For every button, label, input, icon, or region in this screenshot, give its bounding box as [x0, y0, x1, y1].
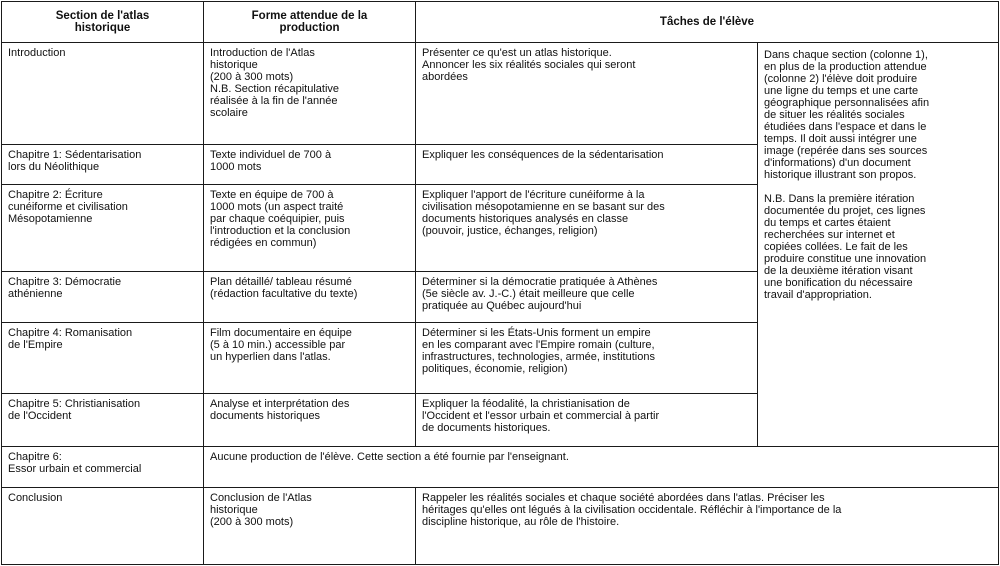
forme-cell: Texte individuel de 700 à 1000 mots [204, 145, 416, 185]
section-cell: Introduction [2, 43, 204, 145]
section-cell: Chapitre 5: Christianisation de l'Occident [2, 394, 204, 447]
taches-cell: Rappeler les réalités sociales et chaque société abordées dans l'atlas. Préciser les héritages qu'elles ont légués à la civilisation occidentale. Réfléchir à l'importance de la discipline historique, au rôle de l'histoire. [416, 488, 999, 565]
side-note [758, 43, 999, 447]
forme-cell: Plan détaillé/ tableau résumé (rédaction facultative du texte) [204, 272, 416, 323]
section-cell: Conclusion [2, 488, 204, 565]
section-cell: Chapitre 4: Romanisation de l'Empire [2, 323, 204, 394]
table-row [2, 447, 999, 488]
taches-cell: Déterminer si les États-Unis forment un empire en les comparant avec l'Empire romain (culture, infrastructures, technologies, armée, institutions politiques, économie, religion) [416, 323, 758, 394]
side-note-paragraph-1: Dans chaque section (colonne 1), en plus de la production attendue (colonne 2) l'élève doit produire une ligne du temps et une carte géographique personnalisées afin de situer les réalités sociales étudiées dans l'espace et dans le temps. Il doit aussi intégrer une image (repérée dans ses sources d'informations) d'un document historique illustrant son propos. [764, 49, 930, 181]
section-cell: Chapitre 6: Essor urbain et commercial [2, 447, 204, 488]
forme-cell: Texte en équipe de 700 à 1000 mots (un aspect traité par chaque coéquipier, puis l'introduction et la conclusion rédigées en commun) [204, 185, 416, 272]
taches-cell: Expliquer l'apport de l'écriture cunéiforme à la civilisation mésopotamienne en se basant sur des documents historiques analysés en classe (pouvoir, justice, échanges, religion) [416, 185, 758, 272]
atlas-sections-table [1, 1, 999, 565]
table-row [2, 488, 999, 565]
header-forme: Forme attendue de la production [204, 2, 416, 43]
side-note-paragraph-2: N.B. Dans la première itération documentée du projet, ces lignes du temps et cartes étaient recherchées sur internet et copiées collées. Le fait de les produire constitue une innovation de la deuxième itération visant une bonification du nécessaire travail d'appropriation. [764, 193, 927, 301]
forme-cell: Analyse et interprétation des documents historiques [204, 394, 416, 447]
taches-cell: Expliquer la féodalité, la christianisation de l'Occident et l'essor urbain et commercial à partir de documents historiques. [416, 394, 758, 447]
table-row [2, 43, 999, 145]
section-cell: Chapitre 2: Écriture cunéiforme et civilisation Mésopotamienne [2, 185, 204, 272]
forme-cell: Conclusion de l'Atlas historique (200 à 300 mots) [204, 488, 416, 565]
forme-cell: Film documentaire en équipe (5 à 10 min.) accessible par un hyperlien dans l'atlas. [204, 323, 416, 394]
header-row [2, 2, 999, 43]
taches-cell: Présenter ce qu'est un atlas historique. Annoncer les six réalités sociales qui seront abordées [416, 43, 758, 145]
forme-cell: Introduction de l'Atlas historique (200 à 300 mots) N.B. Section récapitulative réalisée à la fin de l'année scolaire [204, 43, 416, 145]
taches-cell: Expliquer les conséquences de la sédentarisation [416, 145, 758, 185]
header-taches: Tâches de l'élève [416, 2, 999, 43]
taches-cell: Déterminer si la démocratie pratiquée à Athènes (5e siècle av. J.-C.) était meilleure que celle pratiquée au Québec aujourd'hui [416, 272, 758, 323]
header-section: Section de l'atlas historique [2, 2, 204, 43]
section-cell: Chapitre 1: Sédentarisation lors du Néolithique [2, 145, 204, 185]
merged-cell: Aucune production de l'élève. Cette section a été fournie par l'enseignant. [204, 447, 999, 488]
section-cell: Chapitre 3: Démocratie athénienne [2, 272, 204, 323]
